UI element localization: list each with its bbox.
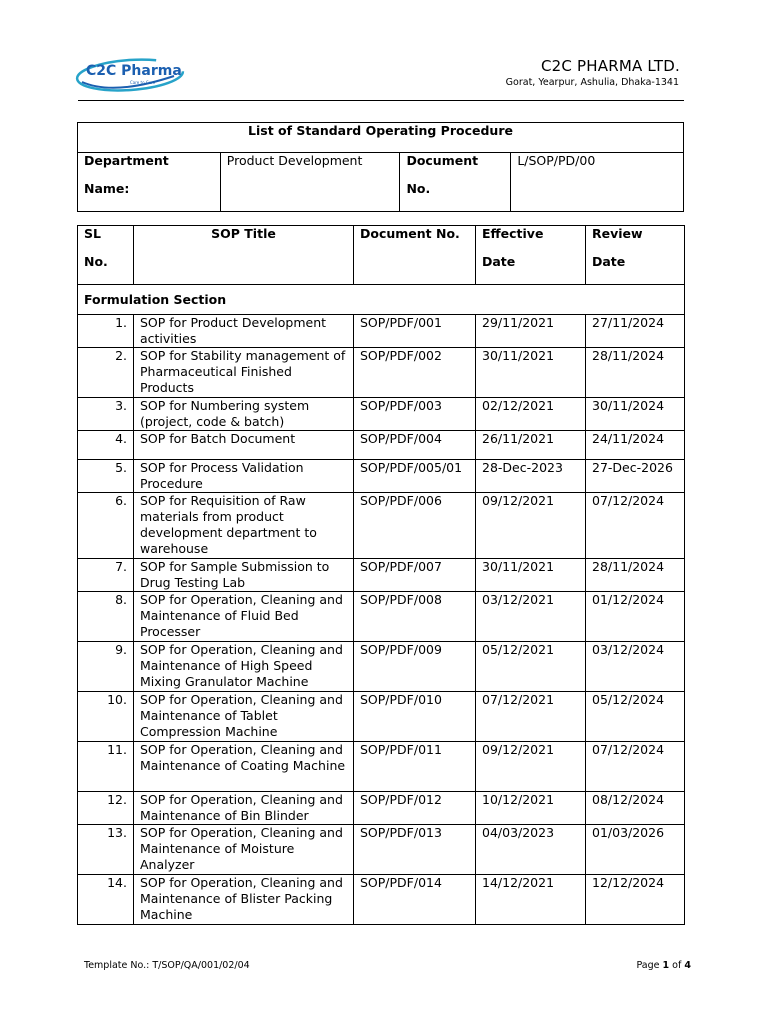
page-current: 1 [662,960,670,971]
row-sop-title: SOP for Operation, Cleaning and Maintenance of Blister Packing Machine [134,875,354,925]
row-sl-number: 9. [78,642,134,692]
row-review-date: 12/12/2024 [586,875,685,925]
document-label: Document [406,153,479,168]
row-sop-title: SOP for Stability management of Pharmaceutical Finished Products [134,348,354,398]
row-sl-number: 5. [78,460,134,493]
department-label-cell [78,153,221,212]
table-header-row [78,226,685,285]
row-document-number: SOP/PDF/001 [354,315,476,348]
logo-tagline: Care to Cure [130,80,156,85]
row-sl-number: 7. [78,559,134,592]
table-row [78,398,685,431]
row-sop-title: SOP for Sample Submission to Drug Testing Lab [134,559,354,592]
row-document-number: SOP/PDF/014 [354,875,476,925]
row-sl-number: 13. [78,825,134,875]
document-number-value: L/SOP/PD/00 [511,153,684,212]
header-review-date [586,226,685,285]
table-row [78,315,685,348]
row-sop-title: SOP for Operation, Cleaning and Maintenance of Tablet Compression Machine [134,692,354,742]
row-document-number: SOP/PDF/012 [354,792,476,825]
row-document-number: SOP/PDF/002 [354,348,476,398]
table-row [78,692,685,742]
document-title: List of Standard Operating Procedure [78,123,684,153]
row-effective-date: 05/12/2021 [476,642,586,692]
row-sl-number: 4. [78,431,134,460]
department-label-name: Name: [84,181,130,196]
header-sl-line2: No. [84,254,108,269]
row-document-number: SOP/PDF/013 [354,825,476,875]
row-review-date: 07/12/2024 [586,493,685,559]
row-document-number: SOP/PDF/003 [354,398,476,431]
row-document-number: SOP/PDF/006 [354,493,476,559]
row-document-number: SOP/PDF/010 [354,692,476,742]
row-effective-date: 14/12/2021 [476,875,586,925]
row-review-date: 07/12/2024 [586,742,685,792]
company-logo [74,56,186,94]
table-row [78,348,685,398]
company-address: Gorat, Yearpur, Ashulia, Dhaka-1341 [505,77,679,88]
row-effective-date: 09/12/2021 [476,493,586,559]
table-row [78,592,685,642]
row-effective-date: 29/11/2021 [476,315,586,348]
row-document-number: SOP/PDF/007 [354,559,476,592]
header-effective-date [476,226,586,285]
page-total: 4 [684,960,691,971]
table-row [78,875,685,925]
header-sop-title [134,226,354,285]
header-review-line2: Date [592,254,626,269]
document-label-cell [400,153,511,212]
row-review-date: 27-Dec-2026 [586,460,685,493]
row-sl-number: 8. [78,592,134,642]
sop-list-table [77,225,685,925]
header-sl [78,226,134,285]
row-sop-title: SOP for Operation, Cleaning and Maintenance of Coating Machine [134,742,354,792]
row-review-date: 27/11/2024 [586,315,685,348]
row-sop-title: SOP for Operation, Cleaning and Maintenance of Fluid Bed Processer [134,592,354,642]
row-sl-number: 1. [78,315,134,348]
row-effective-date: 02/12/2021 [476,398,586,431]
row-sl-number: 6. [78,493,134,559]
department-value: Product Development [220,153,400,212]
page-label: Page [636,960,660,971]
header-effective-line1: Effective [482,226,544,241]
section-row [78,285,685,315]
row-document-number: SOP/PDF/011 [354,742,476,792]
row-review-date: 08/12/2024 [586,792,685,825]
row-review-date: 30/11/2024 [586,398,685,431]
table-row [78,742,685,792]
header-divider [78,100,684,101]
page-indicator [636,960,691,971]
row-effective-date: 30/11/2021 [476,348,586,398]
row-review-date: 28/11/2024 [586,348,685,398]
header-document-no [354,226,476,285]
page-of: of [672,960,682,971]
table-row [78,493,685,559]
row-sop-title: SOP for Requisition of Raw materials from product development department to warehouse [134,493,354,559]
row-effective-date: 03/12/2021 [476,592,586,642]
table-row [78,431,685,460]
row-sl-number: 11. [78,742,134,792]
row-sop-title: SOP for Operation, Cleaning and Maintenance of Bin Blinder [134,792,354,825]
table-row [78,825,685,875]
row-sop-title: SOP for Operation, Cleaning and Maintenance of Moisture Analyzer [134,825,354,875]
department-label: Department [84,153,169,168]
row-review-date: 01/12/2024 [586,592,685,642]
row-document-number: SOP/PDF/009 [354,642,476,692]
row-sop-title: SOP for Operation, Cleaning and Maintenance of High Speed Mixing Granulator Machine [134,642,354,692]
row-document-number: SOP/PDF/008 [354,592,476,642]
row-review-date: 03/12/2024 [586,642,685,692]
table-row [78,460,685,493]
document-info-table [77,122,684,212]
row-effective-date: 07/12/2021 [476,692,586,742]
header-effective-line2: Date [482,254,516,269]
row-review-date: 01/03/2026 [586,825,685,875]
row-effective-date: 10/12/2021 [476,792,586,825]
table-row [78,792,685,825]
row-sop-title: SOP for Process Validation Procedure [134,460,354,493]
row-review-date: 28/11/2024 [586,559,685,592]
row-effective-date: 04/03/2023 [476,825,586,875]
row-review-date: 05/12/2024 [586,692,685,742]
logo-text: C2C Pharma [86,63,182,79]
row-sl-number: 14. [78,875,134,925]
row-document-number: SOP/PDF/005/01 [354,460,476,493]
row-effective-date: 28-Dec-2023 [476,460,586,493]
row-sl-number: 2. [78,348,134,398]
row-effective-date: 09/12/2021 [476,742,586,792]
row-sop-title: SOP for Numbering system (project, code & batch) [134,398,354,431]
row-effective-date: 30/11/2021 [476,559,586,592]
row-sop-title: SOP for Product Development activities [134,315,354,348]
section-title: Formulation Section [78,285,685,315]
table-row [78,559,685,592]
company-name: C2C PHARMA LTD. [540,57,680,75]
row-document-number: SOP/PDF/004 [354,431,476,460]
header-document-no-text: Document No. [360,226,460,241]
table-row [78,642,685,692]
row-sl-number: 12. [78,792,134,825]
row-sl-number: 3. [78,398,134,431]
template-number: Template No.: T/SOP/QA/001/02/04 [84,960,250,971]
document-label-no: No. [406,181,431,196]
header-sl-line1: SL [84,226,101,241]
row-sop-title: SOP for Batch Document [134,431,354,460]
header-sop-title-text: SOP Title [211,226,276,241]
row-review-date: 24/11/2024 [586,431,685,460]
header-review-line1: Review [592,226,643,241]
row-sl-number: 10. [78,692,134,742]
row-effective-date: 26/11/2021 [476,431,586,460]
